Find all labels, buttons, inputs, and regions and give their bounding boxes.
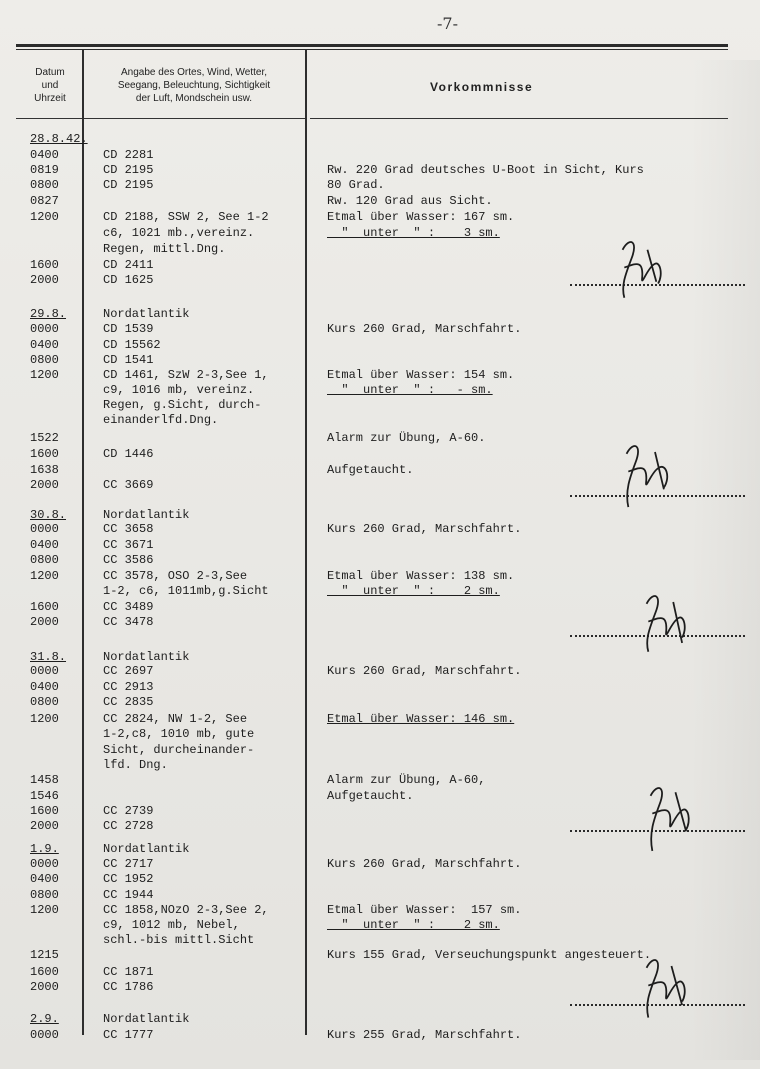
header-ort-line3: der Luft, Mondschein usw. [135, 93, 253, 104]
header-rule-1 [16, 118, 82, 119]
table-row [0, 727, 760, 743]
position-cell: Regen, mittl.Dng. [103, 242, 226, 256]
position-cell: CC 1952 [103, 872, 154, 886]
table-row [0, 194, 760, 210]
position-cell: CC 1786 [103, 980, 154, 994]
table-row [0, 888, 760, 904]
position-cell: 1-2, c6, 1011mb,g.Sicht [103, 584, 269, 598]
event-cell: Kurs 155 Grad, Verseuchungspunkt angesteuert. [327, 948, 652, 962]
time-cell: 0400 [30, 872, 59, 886]
table-row [0, 903, 760, 919]
position-cell: CC 1871 [103, 965, 154, 979]
table-row [0, 695, 760, 711]
time-cell: 1600 [30, 258, 59, 272]
position-cell: CD 1541 [103, 353, 154, 367]
time-cell: 0000 [30, 522, 59, 536]
position-cell: Nordatlantik [103, 1012, 190, 1026]
time-cell: 1215 [30, 948, 59, 962]
time-cell: 2000 [30, 478, 59, 492]
table-row [0, 338, 760, 354]
position-cell: CC 3489 [103, 600, 154, 614]
event-cell: Kurs 260 Grad, Marschfahrt. [327, 522, 522, 536]
time-cell: 2000 [30, 273, 59, 287]
time-cell: 0800 [30, 353, 59, 367]
handwritten-signature [636, 778, 706, 858]
handwritten-signature [608, 232, 678, 312]
table-row [0, 872, 760, 888]
event-cell: Etmal über Wasser: 167 sm. [327, 210, 515, 224]
time-cell: 0800 [30, 178, 59, 192]
table-row [0, 933, 760, 949]
header-datum-line1: Datum [35, 67, 65, 78]
table-row [0, 353, 760, 369]
position-cell: CC 3586 [103, 553, 154, 567]
position-cell: CD 2281 [103, 148, 154, 162]
table-row [0, 538, 760, 554]
table-row [0, 132, 760, 148]
handwritten-signature [612, 436, 682, 516]
time-cell: 1200 [30, 903, 59, 917]
table-row [0, 1028, 760, 1044]
position-cell: CC 3578, OSO 2-3,See [103, 569, 248, 583]
date-label: 1.9. [30, 842, 59, 856]
header-ort [86, 66, 302, 105]
time-cell: 2000 [30, 615, 59, 629]
position-cell: CC 1777 [103, 1028, 154, 1042]
position-cell: CC 2717 [103, 857, 154, 871]
time-cell: 1600 [30, 965, 59, 979]
position-cell: CC 2913 [103, 680, 154, 694]
page-number: -7- [437, 14, 458, 33]
table-row [0, 680, 760, 696]
position-cell: Nordatlantik [103, 508, 190, 522]
event-cell: Aufgetaucht. [327, 789, 414, 803]
time-cell: 0800 [30, 553, 59, 567]
time-cell: 0827 [30, 194, 59, 208]
table-row [0, 712, 760, 728]
date-label: 29.8. [30, 307, 67, 321]
header-datum-line2: und [41, 80, 59, 91]
event-cell: Kurs 260 Grad, Marschfahrt. [327, 322, 522, 336]
event-cell: Etmal über Wasser: 146 sm. [327, 712, 515, 726]
date-label: 2.9. [30, 1012, 59, 1026]
position-cell: CD 1461, SzW 2-3,See 1, [103, 368, 269, 382]
event-cell: Alarm zur Übung, A-60. [327, 431, 486, 445]
position-cell: CC 2728 [103, 819, 154, 833]
time-cell: 2000 [30, 980, 59, 994]
time-cell: 1200 [30, 368, 59, 382]
handwritten-signature [632, 586, 702, 666]
time-cell: 0800 [30, 695, 59, 709]
position-cell: Nordatlantik [103, 307, 190, 321]
event-cell: Kurs 260 Grad, Marschfahrt. [327, 664, 522, 678]
time-cell: 0800 [30, 888, 59, 902]
position-cell: c9, 1012 mb, Nebel, [103, 918, 240, 932]
event-cell: Alarm zur Übung, A-60, [327, 773, 486, 787]
header-datum [20, 66, 80, 105]
table-row [0, 569, 760, 585]
time-cell: 1200 [30, 569, 59, 583]
position-cell: CD 1539 [103, 322, 154, 336]
time-cell: 0000 [30, 1028, 59, 1042]
header-vorkommnisse: Vorkommnisse [430, 80, 534, 94]
position-cell: CC 2739 [103, 804, 154, 818]
time-cell: 0819 [30, 163, 59, 177]
table-row [0, 368, 760, 384]
time-cell: 1458 [30, 773, 59, 787]
position-cell: Regen, g.Sicht, durch- [103, 398, 262, 412]
table-row [0, 664, 760, 680]
time-cell: 0400 [30, 338, 59, 352]
position-cell: CC 3658 [103, 522, 154, 536]
header-ort-line2: Seegang, Beleuchtung, Sichtigkeit [117, 80, 271, 91]
event-cell: 80 Grad. [327, 178, 385, 192]
time-cell: 1600 [30, 447, 59, 461]
event-cell: Etmal über Wasser: 138 sm. [327, 569, 515, 583]
event-cell: Aufgetaucht. [327, 463, 414, 477]
position-cell: CC 1858,NOzO 2-3,See 2, [103, 903, 269, 917]
table-row [0, 522, 760, 538]
table-row [0, 148, 760, 164]
time-cell: 1546 [30, 789, 59, 803]
table-row [0, 918, 760, 934]
time-cell: 0000 [30, 664, 59, 678]
table-row [0, 743, 760, 759]
position-cell: CC 2697 [103, 664, 154, 678]
position-cell: CD 2411 [103, 258, 154, 272]
time-cell: 0400 [30, 538, 59, 552]
time-cell: 1600 [30, 804, 59, 818]
handwritten-signature [632, 950, 702, 1030]
table-row [0, 210, 760, 226]
position-cell: CD 15562 [103, 338, 161, 352]
event-cell: Etmal über Wasser: 157 sm. [327, 903, 522, 917]
time-cell: 1200 [30, 712, 59, 726]
position-cell: CD 1625 [103, 273, 154, 287]
event-cell: " unter " : 3 sm. [327, 226, 500, 240]
position-cell: CC 3671 [103, 538, 154, 552]
time-cell: 0000 [30, 857, 59, 871]
position-cell: schl.-bis mittl.Sicht [103, 933, 255, 947]
position-cell: CC 2824, NW 1-2, See [103, 712, 248, 726]
event-cell: " unter " : 2 sm. [327, 918, 500, 932]
event-cell: " unter " : 2 sm. [327, 584, 500, 598]
position-cell: CD 2188, SSW 2, See 1-2 [103, 210, 269, 224]
event-cell: Kurs 260 Grad, Marschfahrt. [327, 857, 522, 871]
time-cell: 0400 [30, 148, 59, 162]
position-cell: einanderlfd.Dng. [103, 413, 219, 427]
event-cell: Etmal über Wasser: 154 sm. [327, 368, 515, 382]
position-cell: CC 1944 [103, 888, 154, 902]
table-row [0, 163, 760, 179]
table-row [0, 178, 760, 194]
table-row [0, 413, 760, 429]
table-row [0, 553, 760, 569]
table-row [0, 322, 760, 338]
table-row [0, 758, 760, 774]
table-row [0, 398, 760, 414]
time-cell: 2000 [30, 819, 59, 833]
date-label: 31.8. [30, 650, 67, 664]
position-cell: Nordatlantik [103, 842, 190, 856]
position-cell: Sicht, durcheinander- [103, 743, 255, 757]
table-row [0, 857, 760, 873]
header-rule-2 [84, 118, 305, 119]
position-cell: lfd. Dng. [103, 758, 168, 772]
position-cell: 1-2,c8, 1010 mb, gute [103, 727, 255, 741]
position-cell: CC 2835 [103, 695, 154, 709]
position-cell: CD 1446 [103, 447, 154, 461]
date-label: 28.8.42. [30, 132, 88, 146]
header-rule-3 [310, 118, 728, 119]
table-row [0, 383, 760, 399]
event-cell: Kurs 255 Grad, Marschfahrt. [327, 1028, 522, 1042]
top-rule [16, 44, 728, 47]
top-rule-thin [16, 49, 728, 50]
time-cell: 1600 [30, 600, 59, 614]
time-cell: 1522 [30, 431, 59, 445]
header-datum-line3: Uhrzeit [34, 93, 66, 104]
time-cell: 1200 [30, 210, 59, 224]
position-cell: CC 3669 [103, 478, 154, 492]
position-cell: CD 2195 [103, 178, 154, 192]
event-cell: " unter " : - sm. [327, 383, 493, 397]
header-ort-line1: Angabe des Ortes, Wind, Wetter, [121, 67, 267, 78]
event-cell: Rw. 120 Grad aus Sicht. [327, 194, 493, 208]
time-cell: 0400 [30, 680, 59, 694]
event-cell: Rw. 220 Grad deutsches U-Boot in Sicht, Kurs [327, 163, 644, 177]
time-cell: 0000 [30, 322, 59, 336]
time-cell: 1638 [30, 463, 59, 477]
position-cell: Nordatlantik [103, 650, 190, 664]
position-cell: c9, 1016 mb, vereinz. [103, 383, 255, 397]
date-label: 30.8. [30, 508, 67, 522]
position-cell: CC 3478 [103, 615, 154, 629]
position-cell: c6, 1021 mb.,vereinz. [103, 226, 255, 240]
position-cell: CD 2195 [103, 163, 154, 177]
